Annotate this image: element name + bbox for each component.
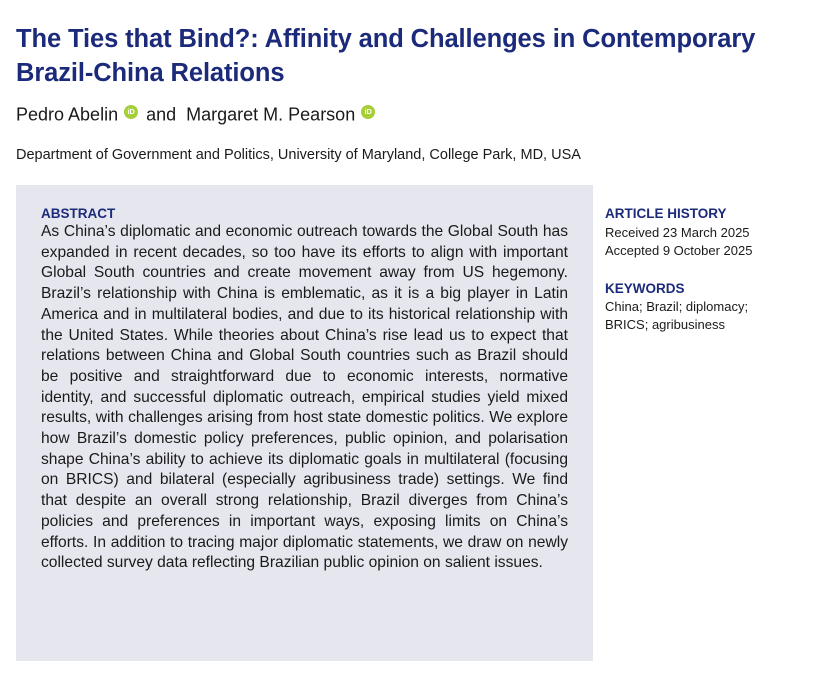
keywords-line: BRICS; agribusiness <box>605 317 725 332</box>
received-date: Received 23 March 2025 <box>605 225 750 240</box>
author-affiliation: Department of Government and Politics, University of Maryland, College Park, MD, USA <box>16 147 581 163</box>
author-conjunction: and <box>146 104 177 125</box>
author-name: Pedro Abelin <box>16 104 119 125</box>
article-title: The Ties that Bind?: Affinity and Challenges in Contemporary Brazil-China Relations <box>16 25 756 87</box>
orcid-icon[interactable]: iD <box>361 105 375 119</box>
article-history <box>605 206 810 260</box>
article-history-heading: ARTICLE HISTORY <box>605 206 727 221</box>
accepted-date: Accepted 9 October 2025 <box>605 243 753 258</box>
abstract-heading: ABSTRACT <box>41 206 116 221</box>
keywords-heading: KEYWORDS <box>605 281 685 296</box>
keywords-section <box>605 281 810 334</box>
author-name: Margaret M. Pearson <box>186 104 356 125</box>
keywords-line: China; Brazil; diplomacy; <box>605 299 749 314</box>
abstract-box <box>16 185 593 661</box>
orcid-icon[interactable]: iD <box>124 105 138 119</box>
author-list <box>16 101 383 126</box>
abstract-text: As China’s diplomatic and economic outreach towards the Global South has expanded in recent decades, so too have its efforts to align with important Global South countries and create movement away from US hegemony. Brazil’s relationship with China is emblematic, as it is a big player in Latin America and in multilateral bodies, and due to its historical relationship with the United States. While theories about China’s rise lead us to expect that relations between China and Global South countries such as Brazil should be positive and straightforward due to economic interests, normative identity, and successful diplomatic outreach, empirical studies yield mixed results, with challenges arising from host state domestic politics. We explore how Brazil’s domestic policy preferences, public opinion, and polarisation shape China’s ability to achieve its diplomatic goals in multilateral (focusing on BRICS) and bilateral (especially agribusiness trade) settings. We find that despite an overall strong relationship, Brazil diverges from China’s policies and preferences in important ways, exposing limits on China’s efforts. In addition to tracing major diplomatic statements, we draw on newly collected survey data reflecting Brazilian public opinion on salient issues. <box>41 223 568 572</box>
